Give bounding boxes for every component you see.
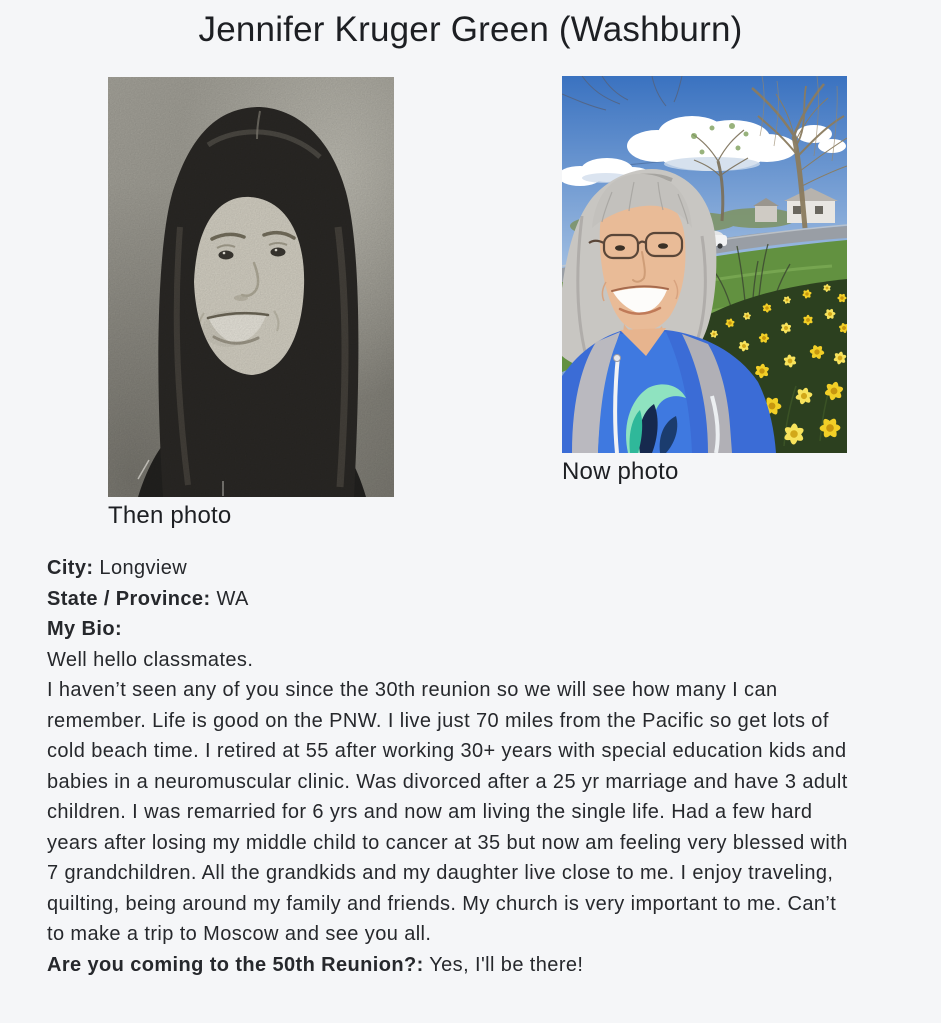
state-value: WA	[216, 587, 249, 610]
now-photo-image	[562, 76, 847, 453]
state-label: State / Province:	[47, 587, 211, 610]
reunion-field	[47, 950, 853, 981]
bio-paragraph: Well hello classmates.	[47, 648, 254, 671]
reunion-label: Are you coming to the 50th Reunion?:	[47, 953, 424, 976]
then-photo-caption: Then photo	[108, 502, 232, 529]
now-photo-caption: Now photo	[562, 458, 679, 485]
now-photo-figure	[562, 76, 847, 486]
bio-paragraph: I haven’t seen any of you since the 30th reunion so we will see how many I can remember. Life is good on the PNW. I live just 70 miles from the Pacific so get lots of cold beach time. I retired at 55 after working 30+ years with special education kids and babies in a neuromuscular clinic. Was divorced after a 25 yr marriage and have 3 adult children. I was remarried for 6 yrs and now am living the single life. Had a few hard years after losing my middle child to cancer at 35 but now am feeling very blessed with 7 grandchildren. All the grandkids and my daughter live close to me. I enjoy traveling, quilting, being around my family and friends. My church is very important to me. Can’t to make a trip to Moscow and see you all.	[47, 679, 848, 945]
city-label: City:	[47, 557, 94, 579]
city-value: Longview	[99, 557, 188, 579]
bio-label-row	[47, 614, 853, 645]
state-field	[47, 584, 853, 615]
city-field	[47, 553, 853, 584]
bio-label: My Bio:	[47, 618, 123, 640]
then-photo-image	[108, 77, 394, 497]
page-title: Jennifer Kruger Green (Washburn)	[198, 10, 743, 49]
then-photo-figure	[108, 77, 394, 530]
profile-details	[47, 553, 853, 980]
reunion-value: Yes, I'll be there!	[429, 953, 584, 976]
